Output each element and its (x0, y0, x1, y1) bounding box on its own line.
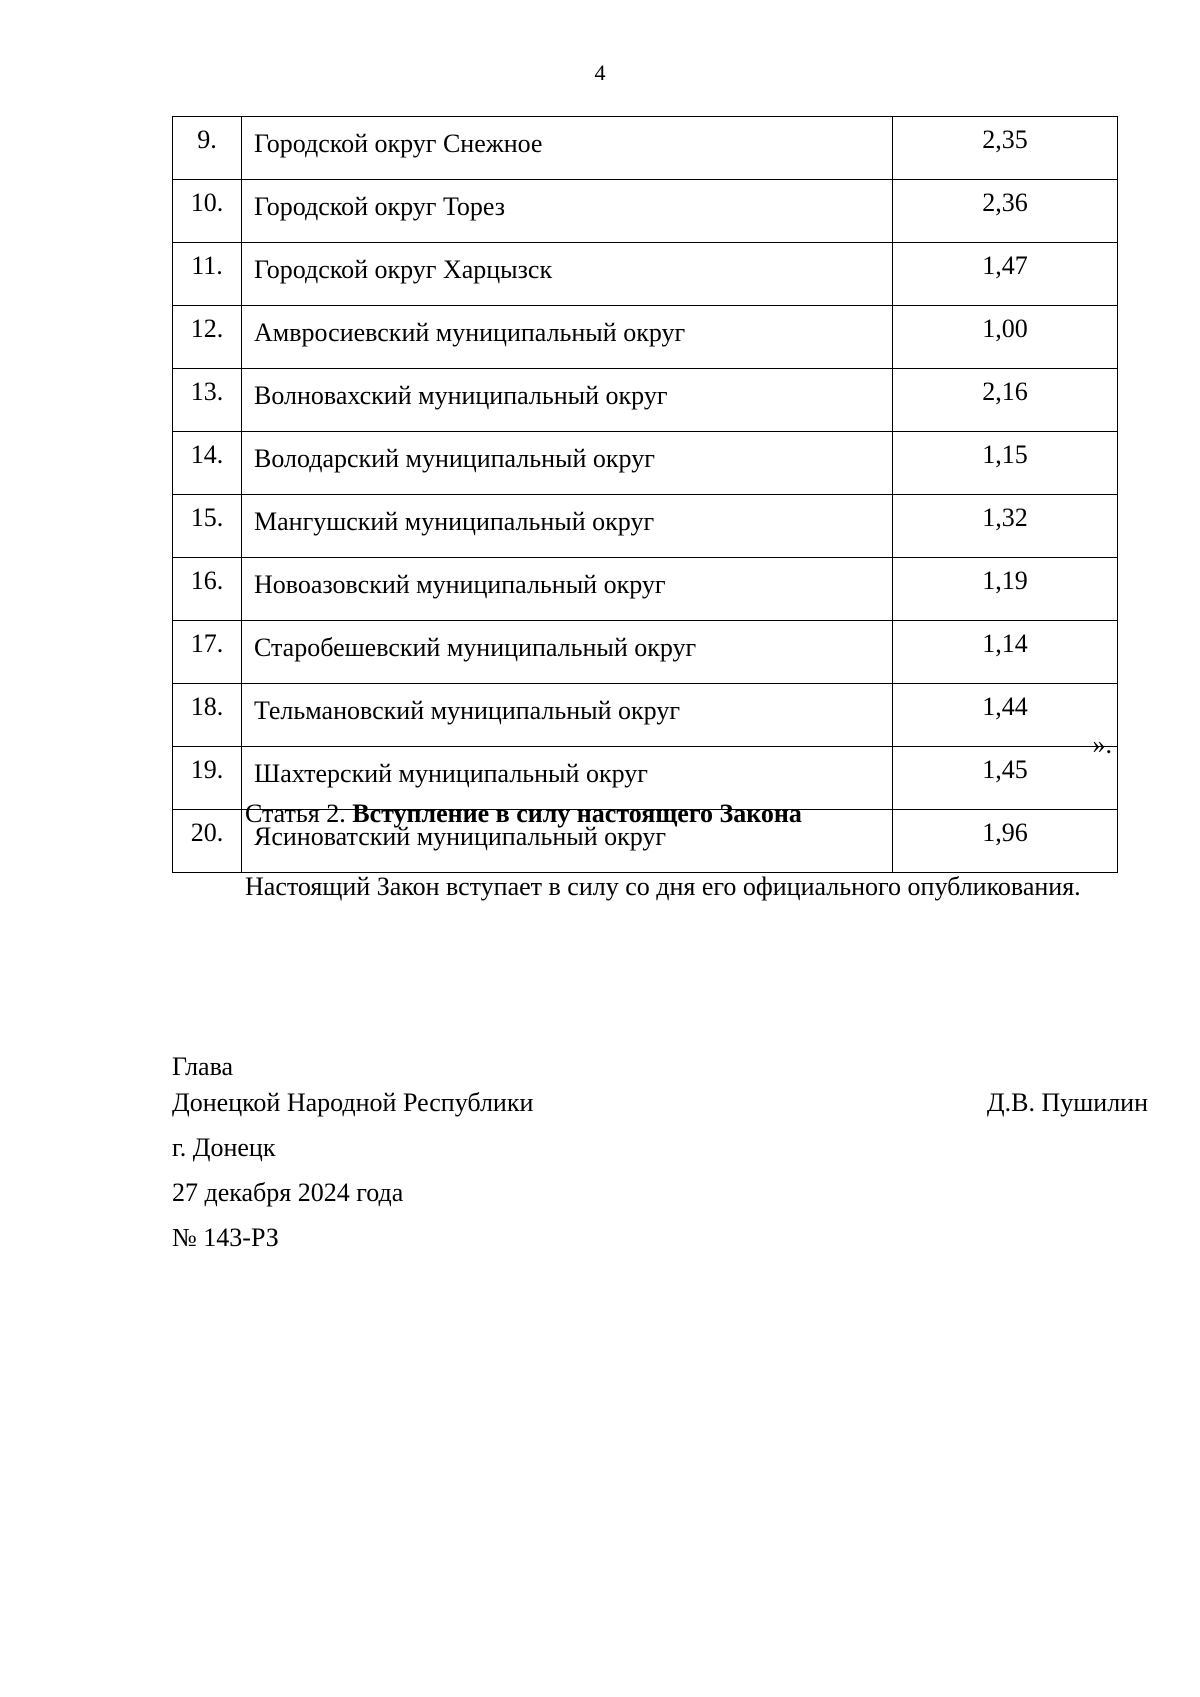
region-name: Волновахский муниципальный округ (242, 369, 893, 432)
table-row (173, 684, 1118, 747)
coefficient-value: 1,19 (893, 558, 1118, 621)
table-row (173, 306, 1118, 369)
regions-coefficient-table (172, 116, 1118, 873)
coefficient-value: 1,45 (893, 747, 1118, 810)
coefficient-value: 2,35 (893, 117, 1118, 180)
page-number: 4 (594, 60, 606, 85)
signature-title-line2: Донецкой Народной Республики (172, 1088, 534, 1117)
article-prefix: Статья 2. (245, 799, 346, 828)
row-number: 20. (173, 810, 242, 873)
region-name: Новоазовский муниципальный округ (242, 558, 893, 621)
region-name: Городской округ Харцызск (242, 243, 893, 306)
row-number: 9. (173, 117, 242, 180)
table-row (173, 495, 1118, 558)
table-row (173, 369, 1118, 432)
region-name: Амвросиевский муниципальный округ (242, 306, 893, 369)
row-number: 12. (173, 306, 242, 369)
article-body: Настоящий Закон вступает в силу со дня его официального опубликования. (245, 872, 1081, 901)
article-title: Вступление в силу настоящего Закона (352, 799, 802, 828)
region-name: Городской округ Снежное (242, 117, 893, 180)
coefficient-value: 1,15 (893, 432, 1118, 495)
table-row (173, 558, 1118, 621)
signature-title-line1: Глава (172, 1052, 234, 1081)
row-number: 17. (173, 621, 242, 684)
table-row (173, 180, 1118, 243)
row-number: 18. (173, 684, 242, 747)
table-row (173, 621, 1118, 684)
coefficient-value: 1,00 (893, 306, 1118, 369)
row-number: 11. (173, 243, 242, 306)
article-heading (245, 799, 802, 829)
row-number: 19. (173, 747, 242, 810)
row-number: 14. (173, 432, 242, 495)
coefficient-value: 1,47 (893, 243, 1118, 306)
row-number: 10. (173, 180, 242, 243)
row-number: 15. (173, 495, 242, 558)
region-name: Городской округ Торез (242, 180, 893, 243)
coefficient-value: 1,32 (893, 495, 1118, 558)
table-row (173, 117, 1118, 180)
region-name: Шахтерский муниципальный округ (242, 747, 893, 810)
signatory-name: Д.В. Пушилин (986, 1088, 1148, 1117)
signature-date: 27 декабря 2024 года (172, 1178, 404, 1207)
table-row (173, 432, 1118, 495)
region-name: Старобешевский муниципальный округ (242, 621, 893, 684)
coefficient-value: 1,96 (893, 810, 1118, 873)
signature-city: г. Донецк (172, 1133, 276, 1162)
coefficient-value: 1,44 (893, 684, 1118, 747)
region-name: Ясиноватский муниципальный округ (242, 810, 893, 873)
region-name: Володарский муниципальный округ (242, 432, 893, 495)
closing-quote: ». (1092, 730, 1112, 759)
law-number: № 143-РЗ (172, 1223, 279, 1252)
region-name: Тельмановский муниципальный округ (242, 684, 893, 747)
table-body (173, 117, 1118, 873)
region-name: Мангушский муниципальный округ (242, 495, 893, 558)
coefficient-value: 2,36 (893, 180, 1118, 243)
table-row (173, 243, 1118, 306)
row-number: 13. (173, 369, 242, 432)
row-number: 16. (173, 558, 242, 621)
coefficient-value: 1,14 (893, 621, 1118, 684)
coefficient-value: 2,16 (893, 369, 1118, 432)
